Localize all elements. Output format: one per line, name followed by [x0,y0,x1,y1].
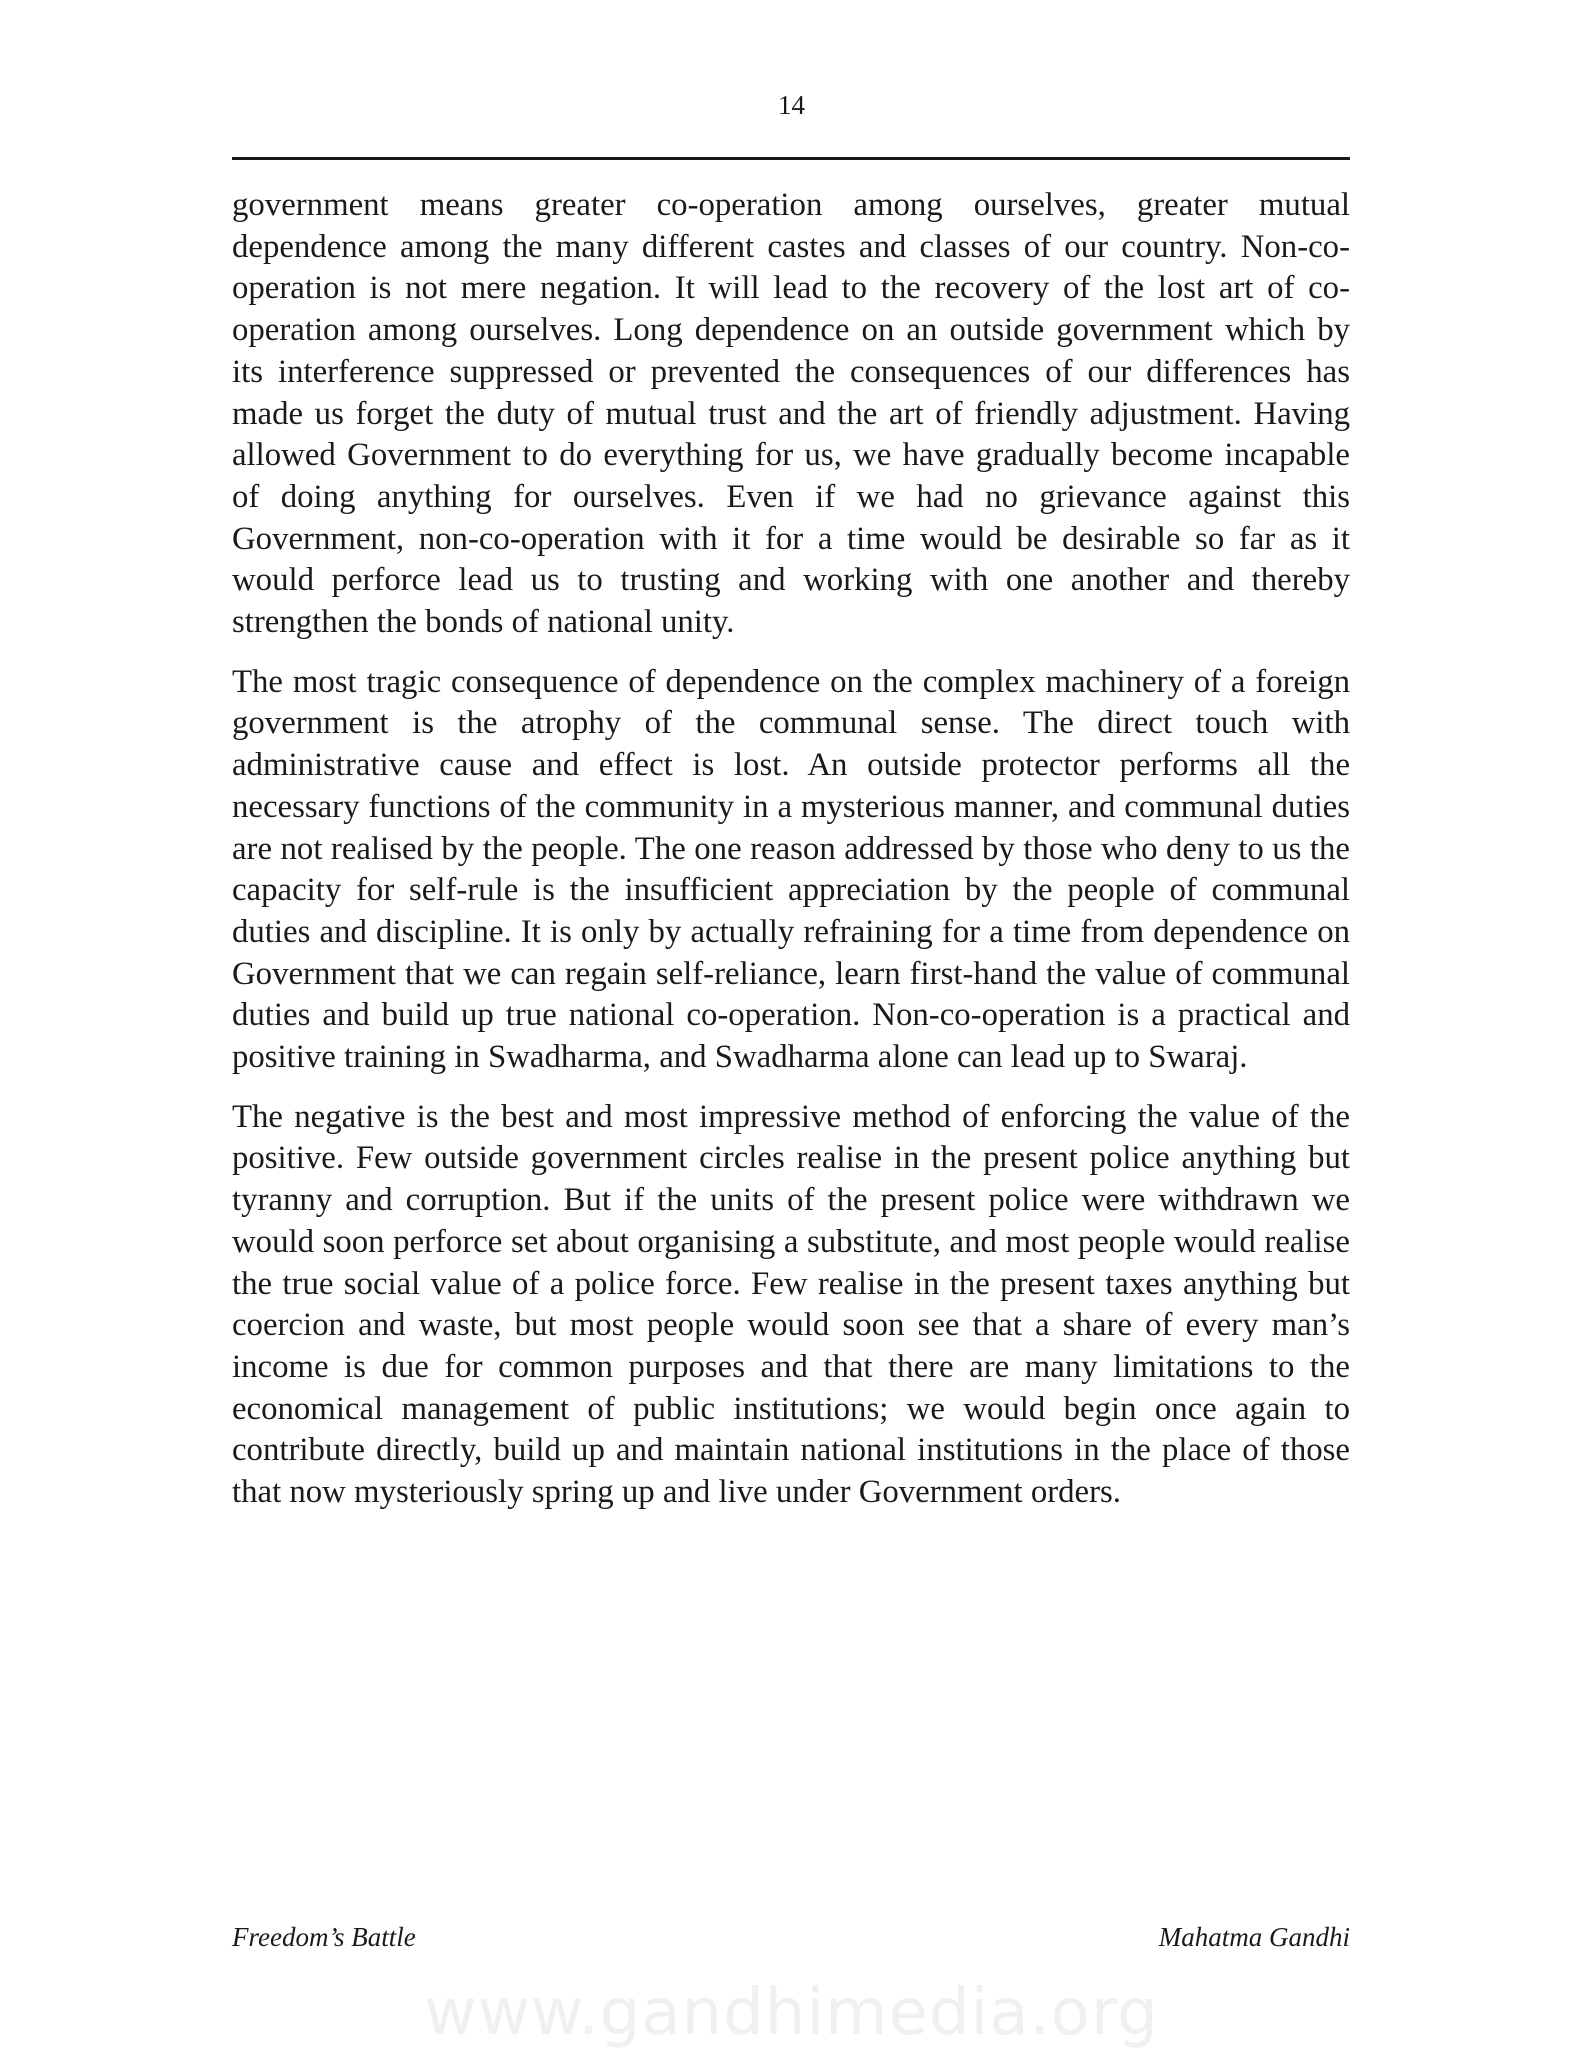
body-text [232,185,1350,1532]
page-footer [232,1922,1350,1953]
header-rule [232,157,1350,160]
footer-book-title: Freedom’s Battle [232,1922,416,1952]
paragraph: The most tragic consequence of dependence on the complex machinery of a foreign government is the atrophy of the communal sense. The direct touch with administrative cause and effect is lost. An outside protector performs all the necessary functions of the community in a mysterious manner, and communal duties are not realised by the people. The one reason addressed by those who deny to us the capacity for self-rule is the insufficient appreciation by the people of communal duties and discipline. It is only by actually refraining for a time from dependence on Government that we can regain self-reliance, learn first-hand the value of communal duties and build up true national co-operation. Non-co-operation is a practical and positive training in Swadharma, and Swadharma alone can lead up to Swaraj. [232,663,1350,1076]
footer-author: Mahatma Gandhi [1158,1922,1350,1952]
page-number: 14 [778,90,805,120]
watermark: www.gandhimedia.org [424,1976,1159,2050]
paragraph: government means greater co-operation among ourselves, greater mutual dependence among the many different castes and classes of our country. Non-co-operation is not mere negation. It will lead to the recovery of the lost art of co-operation among ourselves. Long dependence on an outside government which by its interference suppressed or prevented the consequences of our differences has made us forget the duty of mutual trust and the art of friendly adjustment. Having allowed Government to do everything for us, we have gradually become incapable of doing anything for ourselves. Even if we had no grievance against this Government, non-co-operation with it for a time would be desirable so far as it would perforce lead us to trusting and working with one another and thereby strengthen the bonds of national unity. [232,187,1350,641]
paragraph: The negative is the best and most impressive method of enforcing the value of the positive. Few outside government circles realise in the present police anything but tyranny and corruption. But if the units of the present police were withdrawn we would soon perforce set about organising a substitute, and most people would realise the true social value of a police force. Few realise in the present taxes anything but coercion and waste, but most people would soon see that a share of every man’s income is due for common purposes and that there are many limitations to the economical management of public institutions; we would begin once again to contribute directly, build up and maintain national institutions in the place of those that now mysteriously spring up and live under Government orders. [232,1098,1350,1511]
